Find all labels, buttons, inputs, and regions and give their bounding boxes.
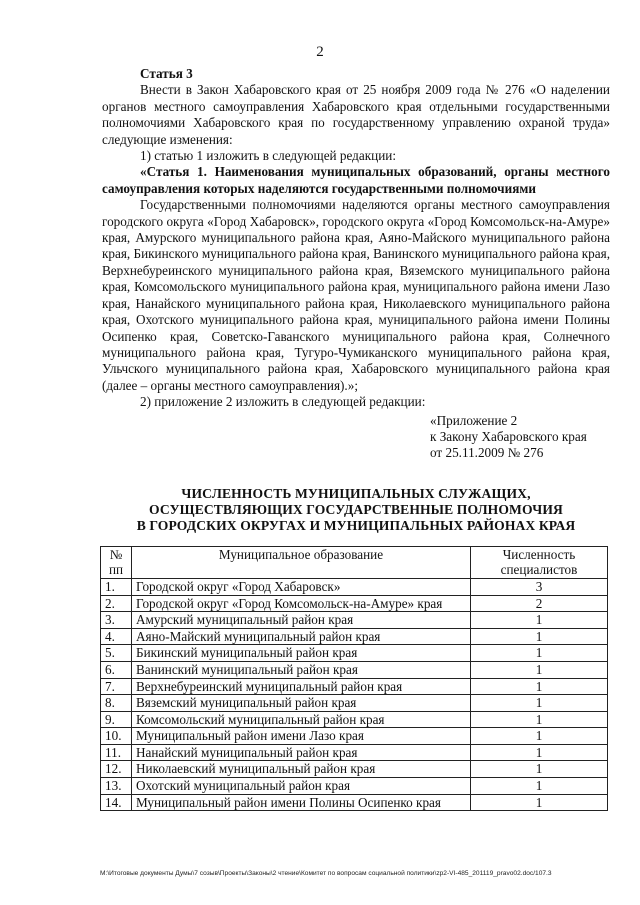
table-row	[101, 628, 608, 645]
table-title-line: ОСУЩЕСТВЛЯЮЩИХ ГОСУДАРСТВЕННЫЕ ПОЛНОМОЧИЯ	[149, 501, 563, 517]
row-count: 1	[471, 678, 608, 695]
row-count: 3	[471, 578, 608, 595]
row-count: 1	[471, 612, 608, 629]
row-number: 14.	[101, 794, 132, 811]
amendment-item-1: 1) статью 1 изложить в следующей редакции:	[140, 148, 396, 164]
table-row	[101, 761, 608, 778]
row-municipality: Бикинский муниципальный район края	[132, 645, 471, 662]
table-row	[101, 661, 608, 678]
row-number: 1.	[101, 578, 132, 595]
row-municipality: Охотский муниципальный район края	[132, 778, 471, 795]
row-municipality: Николаевский муниципальный район края	[132, 761, 471, 778]
header-municipality: Муниципальное образование	[132, 546, 471, 578]
appendix-line: к Закону Хабаровского края	[430, 428, 587, 444]
row-count: 1	[471, 761, 608, 778]
row-count: 1	[471, 728, 608, 745]
row-count: 1	[471, 695, 608, 712]
row-number: 9.	[101, 711, 132, 728]
row-number: 2.	[101, 595, 132, 612]
appendix-line: «Приложение 2	[430, 412, 518, 428]
row-municipality: Городской округ «Город Комсомольск-на-Амуре» края	[132, 595, 471, 612]
row-count: 2	[471, 595, 608, 612]
row-number: 12.	[101, 761, 132, 778]
row-count: 1	[471, 711, 608, 728]
table-header-row	[101, 546, 608, 578]
row-municipality: Комсомольский муниципальный район края	[132, 711, 471, 728]
table-row	[101, 711, 608, 728]
table-row	[101, 645, 608, 662]
row-municipality: Муниципальный район имени Полины Осипенко края	[132, 794, 471, 811]
article-heading: Статья 3	[140, 66, 193, 81]
table-row	[101, 794, 608, 811]
row-number: 5.	[101, 645, 132, 662]
row-municipality: Амурский муниципальный район края	[132, 612, 471, 629]
staff-table	[100, 546, 608, 812]
table-row	[101, 578, 608, 595]
row-count: 1	[471, 744, 608, 761]
row-count: 1	[471, 778, 608, 795]
table-title	[102, 486, 610, 534]
row-number: 10.	[101, 728, 132, 745]
row-number: 6.	[101, 661, 132, 678]
table-row	[101, 678, 608, 695]
footer-file-path: M:\Итоговые документы Думы\7 созыв\Проекты\Законы\2 чтение\Комитет по вопросам социальной политики\zp2-VI-485_201119_pravo02.doc/107.3	[100, 870, 552, 877]
header-count: Численность специалистов	[471, 546, 608, 578]
document-body	[102, 66, 610, 811]
row-municipality: Муниципальный район имени Лазо края	[132, 728, 471, 745]
row-count: 1	[471, 661, 608, 678]
row-municipality: Вяземский муниципальный район края	[132, 695, 471, 712]
row-number: 8.	[101, 695, 132, 712]
appendix-reference	[430, 413, 610, 462]
article-1-title: «Статья 1. Наименования муниципальных образований, органы местного самоуправления которых наделяются государственными полномочиями	[102, 164, 610, 196]
row-municipality: Аяно-Майский муниципальный район края	[132, 628, 471, 645]
table-title-line: ЧИСЛЕННОСТЬ МУНИЦИПАЛЬНЫХ СЛУЖАЩИХ,	[181, 485, 531, 501]
table-row	[101, 778, 608, 795]
table-row	[101, 612, 608, 629]
table-row	[101, 595, 608, 612]
row-count: 1	[471, 794, 608, 811]
row-municipality: Городской округ «Город Хабаровск»	[132, 578, 471, 595]
row-number: 7.	[101, 678, 132, 695]
row-municipality: Нанайский муниципальный район края	[132, 744, 471, 761]
row-number: 3.	[101, 612, 132, 629]
row-number: 11.	[101, 744, 132, 761]
header-number: № пп	[101, 546, 132, 578]
row-municipality: Верхнебуреинский муниципальный район края	[132, 678, 471, 695]
table-title-line: В ГОРОДСКИХ ОКРУГАХ И МУНИЦИПАЛЬНЫХ РАЙОНАХ КРАЯ	[136, 517, 576, 533]
intro-paragraph: Внести в Закон Хабаровского края от 25 ноября 2009 года № 276 «О наделении органов местного самоуправления Хабаровского края отдельными государственными полномочиями Хабаровского края по государственному управлению охраной труда» следующие изменения:	[102, 82, 610, 147]
article-1-body: Государственными полномочиями наделяются органы местного самоуправления городского округа «Город Хабаровск», городского округа «Город Комсомольск-на-Амуре» края, Амурского муниципального района края, Аяно-Майского муниципального района края, Бикинского муниципального района края, Ванинского муниципального района края, Верхнебуреинского муниципального района края, Вяземского муниципального района края, Комсомольского муниципального района края, муниципального района имени Лазо края, Нанайского муниципального района края, Николаевского муниципального района края, Охотского муниципального района края, муниципального района имени Полины Осипенко края, Советско-Гаванского муниципального района края, Солнечного муниципального района края, Тугуро-Чумиканского муниципального района края, Ульчского муниципального района края, Хабаровского муниципального района края (далее – органы местного самоуправления).»;	[102, 197, 610, 393]
table-row	[101, 695, 608, 712]
page-number: 2	[316, 44, 324, 60]
row-count: 1	[471, 628, 608, 645]
appendix-line: от 25.11.2009 № 276	[430, 445, 544, 461]
table-row	[101, 728, 608, 745]
table-row	[101, 744, 608, 761]
row-number: 13.	[101, 778, 132, 795]
row-number: 4.	[101, 628, 132, 645]
amendment-item-2: 2) приложение 2 изложить в следующей редакции:	[140, 394, 426, 410]
row-count: 1	[471, 645, 608, 662]
row-municipality: Ванинский муниципальный район края	[132, 661, 471, 678]
table-body	[101, 578, 608, 810]
